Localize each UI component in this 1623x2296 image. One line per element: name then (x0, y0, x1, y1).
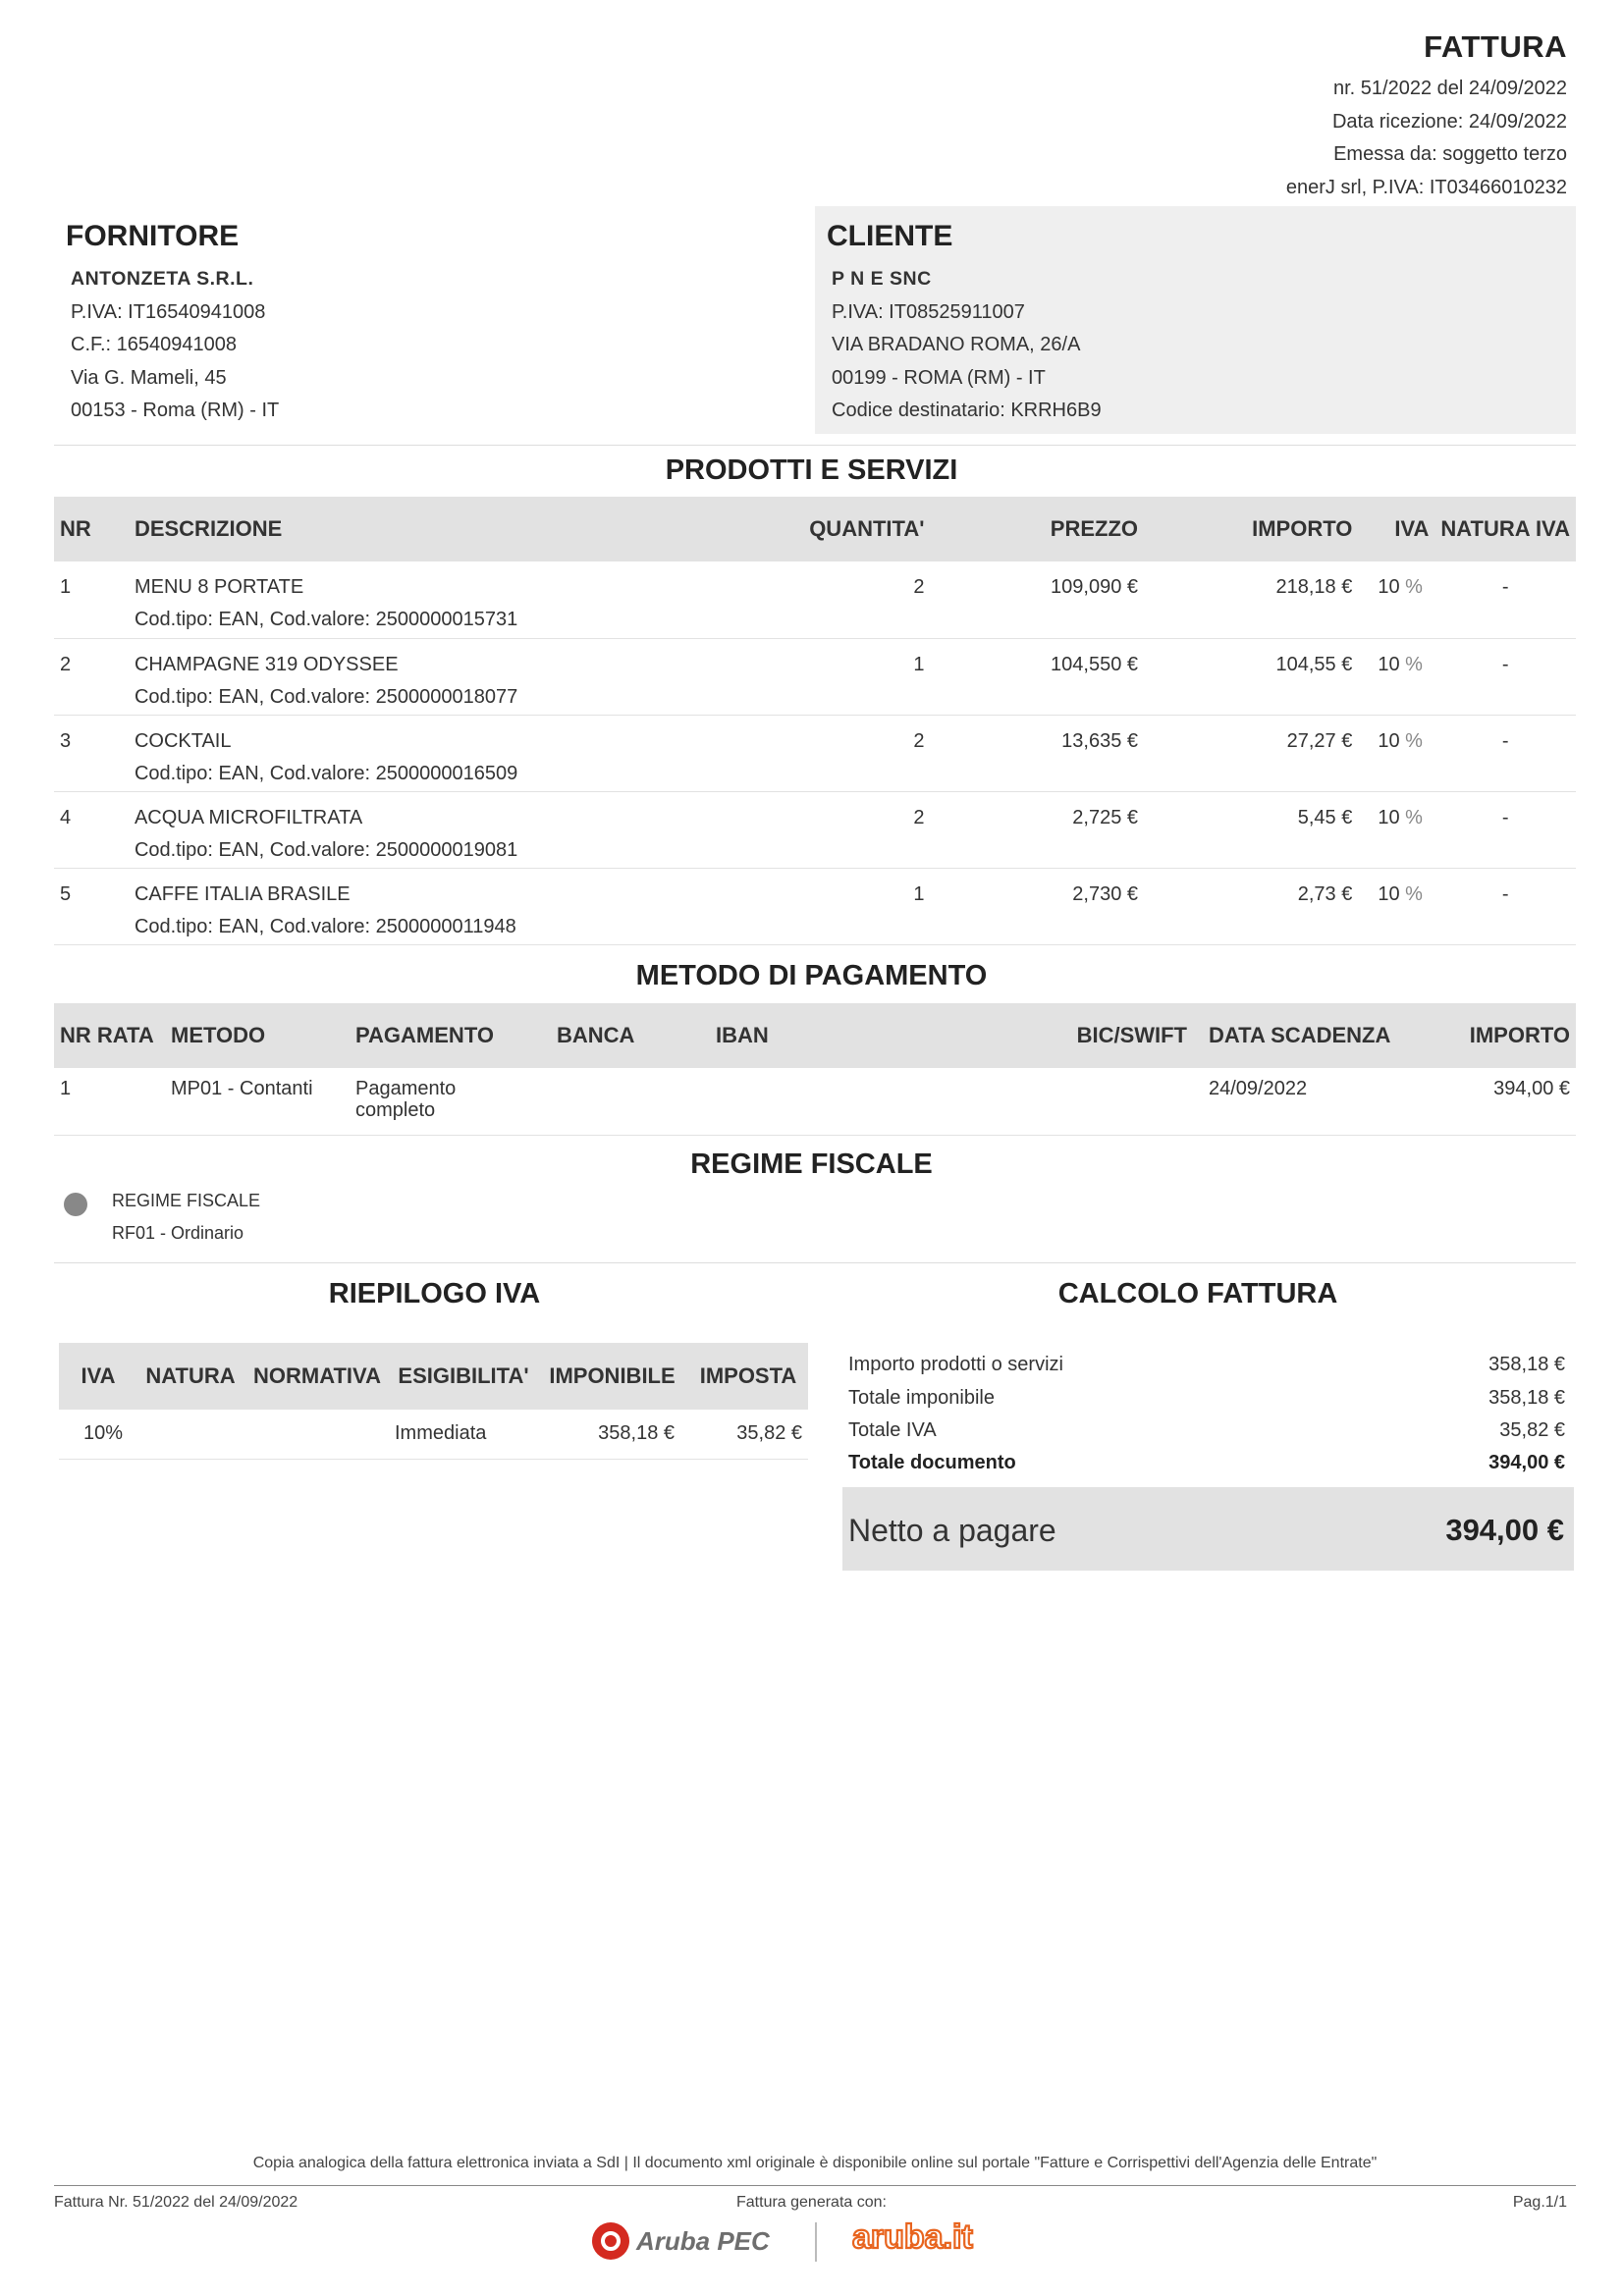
row-code: Cod.tipo: EAN, Cod.valore: 2500000018077 (134, 685, 518, 708)
regime-value: RF01 - Ordinario (112, 1223, 244, 1243)
divider (54, 445, 1576, 446)
customer-title: CLIENTE (827, 220, 953, 252)
row-nature: - (1501, 729, 1509, 752)
row-price: 104,550 € (1051, 653, 1139, 675)
row-amount: 5,45 € (1297, 806, 1353, 828)
row-price: 109,090 € (1051, 576, 1139, 598)
row-nr: 2 (60, 653, 72, 675)
col-amount: IMPORTO (1252, 516, 1353, 541)
footer-generated-by: Fattura generata con: (736, 2194, 887, 2211)
regime-title: REGIME FISCALE (690, 1148, 933, 1180)
table-row (54, 1068, 1576, 1135)
supplier-vat: P.IVA: IT16540941008 (71, 300, 266, 323)
row-code: Cod.tipo: EAN, Cod.valore: 2500000016509 (134, 762, 518, 784)
customer-city: 00199 - ROMA (RM) - IT (832, 366, 1046, 389)
table-row (54, 715, 1576, 791)
col-payment: PAGAMENTO (355, 1023, 494, 1047)
table-row (54, 791, 1576, 868)
invoice-title: FATTURA (1424, 29, 1567, 64)
col-tax: IMPOSTA (699, 1363, 797, 1388)
row-description: MENU 8 PORTATE (134, 576, 304, 598)
col-normative: NORMATIVA (253, 1363, 381, 1388)
col-vat-rate: IVA (81, 1363, 116, 1388)
row-amount: 104,55 € (1275, 653, 1353, 675)
table-row (54, 561, 1576, 638)
row-nr: 1 (60, 576, 72, 598)
calc-value: 358,18 € (1488, 1387, 1565, 1409)
products-header-row (54, 497, 1576, 561)
supplier-city: 00153 - Roma (RM) - IT (71, 400, 280, 421)
vat-tax: 35,82 € (736, 1422, 802, 1445)
payment-header-row (54, 1003, 1576, 1068)
customer-recipient-code: Codice destinatario: KRRH6B9 (832, 400, 1102, 421)
row-amount: 218,18 € (1275, 576, 1353, 598)
products-table (54, 497, 1576, 945)
logo-separator (815, 2222, 817, 2262)
row-code: Cod.tipo: EAN, Cod.valore: 2500000019081 (134, 838, 518, 861)
calc-value: 35,82 € (1499, 1419, 1565, 1441)
payment-bic (1054, 1068, 1193, 1135)
calc-value: 394,00 € (1488, 1452, 1565, 1473)
payment-nr: 1 (60, 1078, 72, 1099)
aruba-pec-logo-icon (589, 2220, 785, 2262)
aruba-it-logo (850, 2213, 998, 2262)
row-vat-percent: % (1405, 576, 1423, 598)
vat-eligibility: Immediata (395, 1422, 487, 1445)
row-amount: 2,73 € (1297, 882, 1353, 905)
col-taxable: IMPONIBILE (549, 1363, 676, 1388)
bullet-icon (64, 1193, 87, 1216)
calculation-title: CALCOLO FATTURA (1057, 1278, 1338, 1309)
supplier-tax-code: C.F.: 16540941008 (71, 334, 238, 355)
aruba-it-wordmark: aruba.it (852, 2218, 973, 2256)
row-description: ACQUA MICROFILTRATA (134, 806, 363, 828)
aruba-it-logo-icon (850, 2213, 998, 2262)
payment-table (54, 1003, 1576, 1136)
footer-note: Copia analogica della fattura elettronica inviata a SdI | Il documento xml originale è disponibile online sul portale "Fatture e Corrispettivi dell'Agenzia delle Entrate" (252, 2155, 1378, 2171)
row-description: CAFFE ITALIA BRASILE (134, 882, 351, 905)
row-vat: 10 (1378, 576, 1400, 598)
payment-iban (710, 1068, 1054, 1135)
aruba-pec-wordmark: Aruba PEC (636, 2226, 770, 2256)
table-row (54, 638, 1576, 715)
col-description: DESCRIZIONE (134, 516, 283, 541)
calc-label: Totale IVA (848, 1419, 937, 1441)
customer-box (815, 206, 1576, 434)
row-quantity: 1 (913, 653, 925, 675)
payment-method: MP01 - Contanti (171, 1078, 313, 1099)
invoice-number: nr. 51/2022 del 24/09/2022 (1333, 78, 1567, 99)
issuer-info: enerJ srl, P.IVA: IT03466010232 (1285, 176, 1567, 198)
payment-title: METODO DI PAGAMENTO (635, 960, 988, 991)
row-vat: 10 (1378, 729, 1400, 752)
payment-due-date: 24/09/2022 (1209, 1078, 1308, 1099)
row-quantity: 2 (913, 576, 925, 598)
col-payment-amount: IMPORTO (1469, 1023, 1570, 1047)
calc-label: Totale imponibile (848, 1387, 995, 1409)
row-vat-percent: % (1405, 806, 1423, 828)
row-amount: 27,27 € (1286, 729, 1353, 752)
vat-summary-table (59, 1343, 808, 1460)
supplier-address: Via G. Mameli, 45 (71, 366, 227, 389)
col-bank: BANCA (557, 1023, 635, 1047)
col-vat: IVA (1394, 516, 1430, 541)
vat-normative (243, 1410, 391, 1459)
col-method: METODO (171, 1023, 266, 1047)
col-due-date: DATA SCADENZA (1209, 1023, 1391, 1047)
row-vat: 10 (1378, 882, 1400, 905)
calc-label: Importo prodotti o servizi (848, 1354, 1063, 1375)
payment-amount: 394,00 € (1493, 1078, 1570, 1099)
row-code: Cod.tipo: EAN, Cod.valore: 2500000011948 (134, 915, 516, 937)
net-to-pay-value: 394,00 € (1445, 1513, 1564, 1547)
row-vat-percent: % (1405, 882, 1423, 905)
row-vat-percent: % (1405, 653, 1423, 675)
table-row (59, 1410, 808, 1459)
table-row (54, 868, 1576, 944)
issued-by: Emessa da: soggetto terzo (1333, 143, 1567, 165)
supplier-box (54, 206, 810, 434)
customer-name: P N E SNC (832, 268, 932, 290)
col-price: PREZZO (1050, 516, 1139, 541)
row-description: COCKTAIL (134, 729, 232, 752)
row-quantity: 2 (913, 806, 925, 828)
supplier-name: ANTONZETA S.R.L. (71, 268, 254, 290)
supplier-title: FORNITORE (66, 220, 240, 252)
col-quantity: QUANTITA' (809, 516, 925, 541)
col-bic: BIC/SWIFT (1076, 1023, 1187, 1047)
row-nature: - (1501, 806, 1509, 828)
col-eligibility: ESIGIBILITA' (398, 1363, 529, 1388)
calc-value: 358,18 € (1488, 1354, 1565, 1375)
col-nature: NATURA (145, 1363, 236, 1388)
row-nr: 5 (60, 882, 72, 905)
footer-divider (54, 2185, 1576, 2186)
customer-address: VIA BRADANO ROMA, 26/A (832, 334, 1081, 355)
vat-summary-title: RIEPILOGO IVA (328, 1278, 541, 1309)
row-vat: 10 (1378, 653, 1400, 675)
col-installment: NR RATA (60, 1023, 154, 1047)
net-to-pay-box (842, 1487, 1574, 1571)
aruba-pec-logo (589, 2220, 785, 2262)
row-price: 2,730 € (1072, 882, 1139, 905)
row-nr: 3 (60, 729, 72, 752)
col-iban: IBAN (716, 1023, 769, 1047)
products-title: PRODOTTI E SERVIZI (665, 454, 958, 486)
vat-nature (137, 1410, 243, 1459)
net-to-pay-label: Netto a pagare (848, 1513, 1056, 1548)
row-vat-percent: % (1405, 729, 1423, 752)
row-nature: - (1501, 882, 1509, 905)
row-description: CHAMPAGNE 319 ODYSSEE (134, 653, 399, 675)
row-nr: 4 (60, 806, 72, 828)
vat-rate: 10% (83, 1422, 124, 1445)
divider (54, 1262, 1576, 1263)
footer-page: Pag.1/1 (1512, 2194, 1567, 2211)
payment-status-line2: completo (355, 1099, 436, 1121)
vat-taxable: 358,18 € (598, 1422, 675, 1445)
row-code: Cod.tipo: EAN, Cod.valore: 2500000015731 (134, 609, 518, 630)
row-nature: - (1501, 653, 1509, 675)
customer-vat: P.IVA: IT08525911007 (832, 300, 1025, 323)
regime-label: REGIME FISCALE (112, 1191, 261, 1210)
calc-label: Totale documento (848, 1452, 1016, 1473)
row-nature: - (1501, 576, 1509, 598)
received-date: Data ricezione: 24/09/2022 (1331, 110, 1567, 133)
row-quantity: 2 (913, 729, 925, 752)
col-nr: NR (60, 516, 91, 541)
payment-bank (551, 1068, 710, 1135)
invoice-header (1286, 29, 1567, 204)
row-vat: 10 (1378, 806, 1400, 828)
vat-summary-header-row (59, 1343, 808, 1410)
payment-status-line1: Pagamento (355, 1078, 457, 1099)
footer-invoice-ref: Fattura Nr. 51/2022 del 24/09/2022 (54, 2194, 298, 2211)
row-price: 2,725 € (1072, 806, 1139, 828)
row-quantity: 1 (913, 882, 925, 905)
col-vat-nature: NATURA IVA (1440, 516, 1570, 541)
row-price: 13,635 € (1061, 729, 1139, 752)
